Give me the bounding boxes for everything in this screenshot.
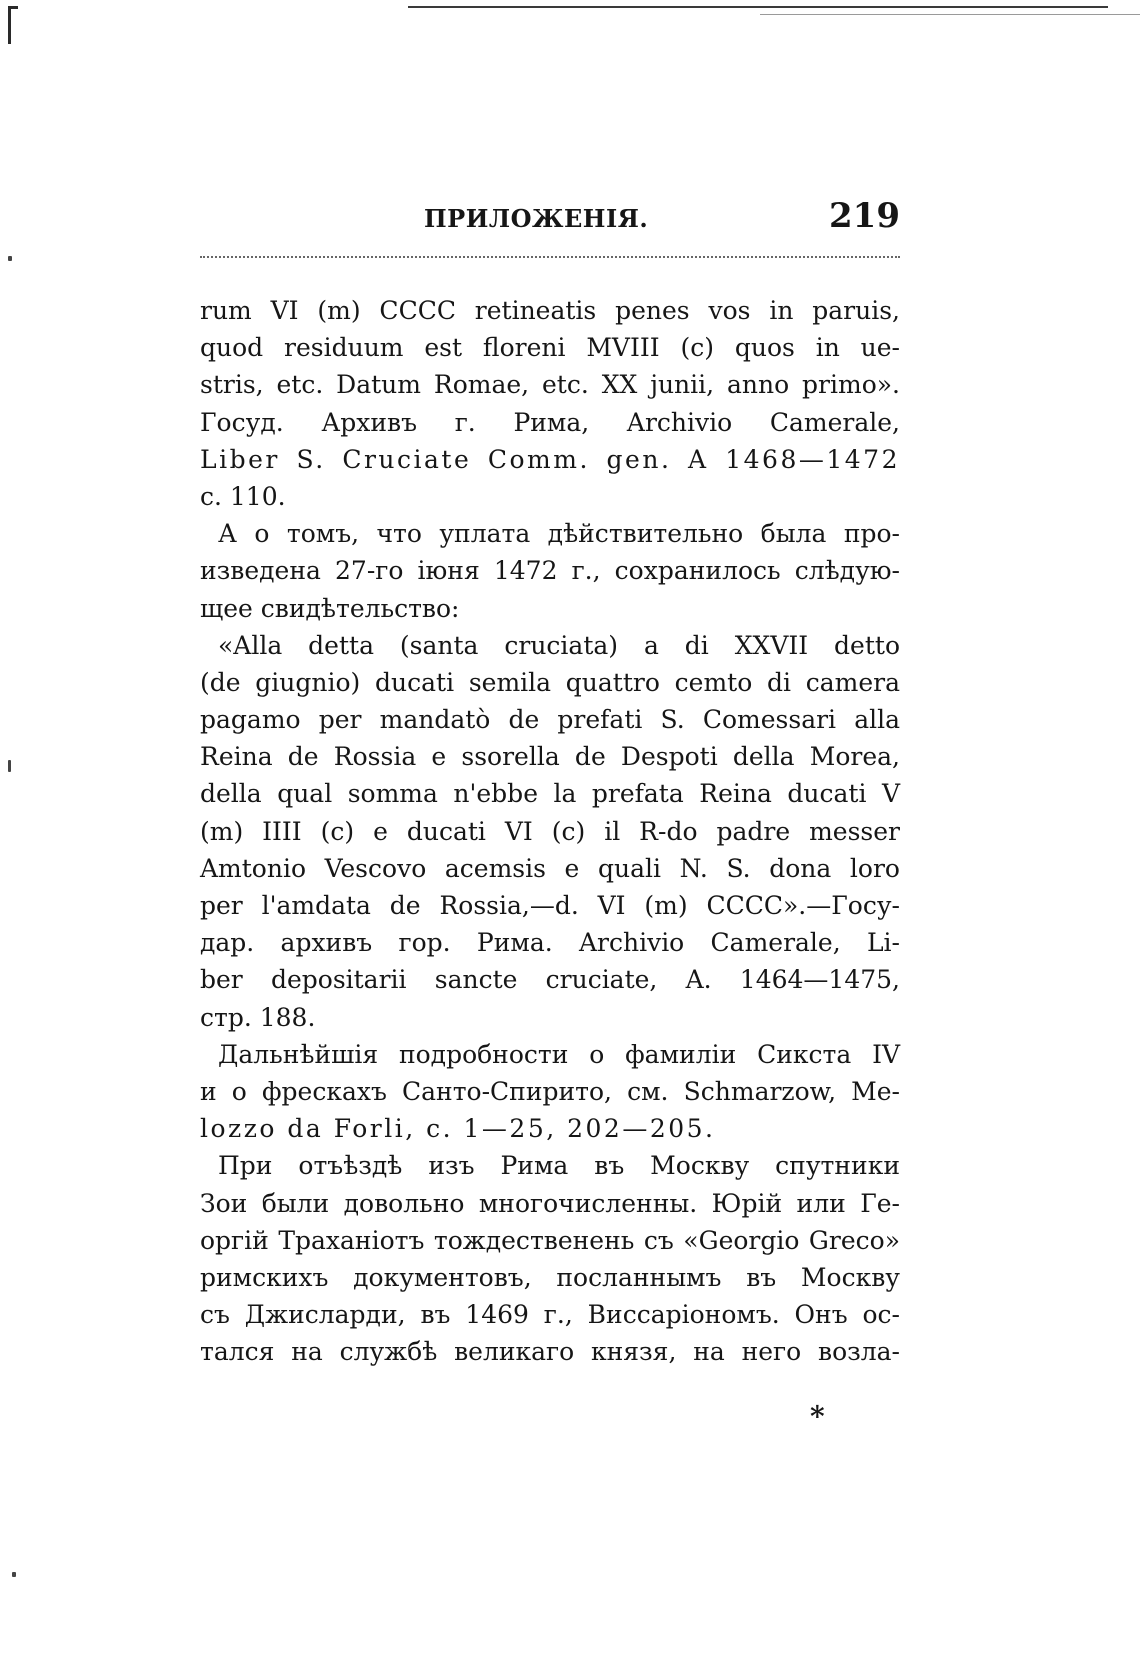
text-line: rum VI (m) CCCC retineatis penes vos in paruis, bbox=[200, 296, 900, 325]
text-line: lozzo da Forli, c. 1—25, 202—205. bbox=[200, 1114, 716, 1144]
scan-speck bbox=[8, 256, 12, 261]
text-line: «Alla detta (santa cruciata) a di XXVII detto bbox=[218, 630, 900, 660]
text-line: per l'amdata de Rossia,—d. VI (m) CCCC».—Госу- bbox=[200, 891, 900, 920]
signature-mark: * bbox=[810, 1400, 825, 1433]
text-line: изведена 27-го іюня 1472 г., сохранилось слѣдую- bbox=[200, 556, 900, 586]
text-line: оргій Траханіотъ тождественень съ «Georgio Greco» bbox=[200, 1225, 900, 1255]
running-head-title: ПРИЛОЖЕНІЯ. bbox=[424, 204, 649, 233]
text-line: Госуд. Архивъ г. Рима, Archivio Camerale, bbox=[200, 407, 900, 437]
text-line: Зои были довольно многочисленны. Юрій или Ге- bbox=[200, 1188, 900, 1218]
text-line: c. 110. bbox=[200, 481, 286, 511]
text-line: quod residuum est floreni MVIII (c) quos in ue- bbox=[200, 333, 900, 363]
text-line: дар. архивъ гор. Рима. Archivio Camerale, Li- bbox=[200, 928, 900, 958]
text-line: стр. 188. bbox=[200, 1002, 316, 1032]
scan-edge-line-faint bbox=[760, 14, 1140, 15]
text-line: ber depositarii sancte cruciate, A. 1464—1475, bbox=[200, 965, 900, 995]
page-body bbox=[200, 292, 900, 1370]
text-line: (m) IIII (c) e ducati VI (c) il R-do padre messer bbox=[200, 816, 900, 846]
scan-speck bbox=[8, 760, 11, 772]
text-line: и о фрескахъ Санто-Спирито, см. Schmarzow, Me- bbox=[200, 1076, 900, 1106]
text-line: Liber S. Cruciate Comm. gen. A 1468—1472 bbox=[200, 444, 900, 474]
header-rule bbox=[200, 256, 900, 261]
running-head bbox=[200, 196, 900, 246]
text-line: Дальнѣйшія подробности о фамиліи Сикста IV bbox=[218, 1039, 900, 1069]
text-line: (de giugnio) ducati semila quattro cemto di camera bbox=[200, 667, 900, 697]
scan-corner-mark bbox=[8, 6, 11, 44]
text-line: съ Джисларди, въ 1469 г., Виссаріономъ. Онъ ос- bbox=[200, 1300, 900, 1330]
text-line: stris, etc. Datum Romae, etc. XX junii, anno primo». bbox=[200, 370, 900, 400]
page-number: 219 bbox=[829, 196, 900, 236]
text-line: Amtonio Vescovo acemsis e quali N. S. dona loro bbox=[200, 853, 900, 883]
text-line: della qual somma n'ebbe la prefata Reina ducati V bbox=[200, 779, 900, 809]
text-line: pagamo per mandatò de prefati S. Comessari alla bbox=[200, 705, 900, 735]
text-line: При отъѣздѣ изъ Рима въ Москву спутники bbox=[218, 1151, 900, 1181]
text-line: Reina de Rossia e ssorella de Despoti della Morea, bbox=[200, 742, 900, 772]
text-line: римскихъ документовъ, посланнымъ въ Москву bbox=[200, 1262, 900, 1292]
text-line: тался на службѣ великаго князя, на него возла- bbox=[200, 1337, 900, 1367]
text-line: А о томъ, что уплата дѣйствительно была про- bbox=[218, 519, 900, 549]
text-line: щее свидѣтельство: bbox=[200, 593, 460, 623]
scan-edge-line bbox=[408, 6, 1108, 8]
scan-speck bbox=[12, 1572, 16, 1577]
